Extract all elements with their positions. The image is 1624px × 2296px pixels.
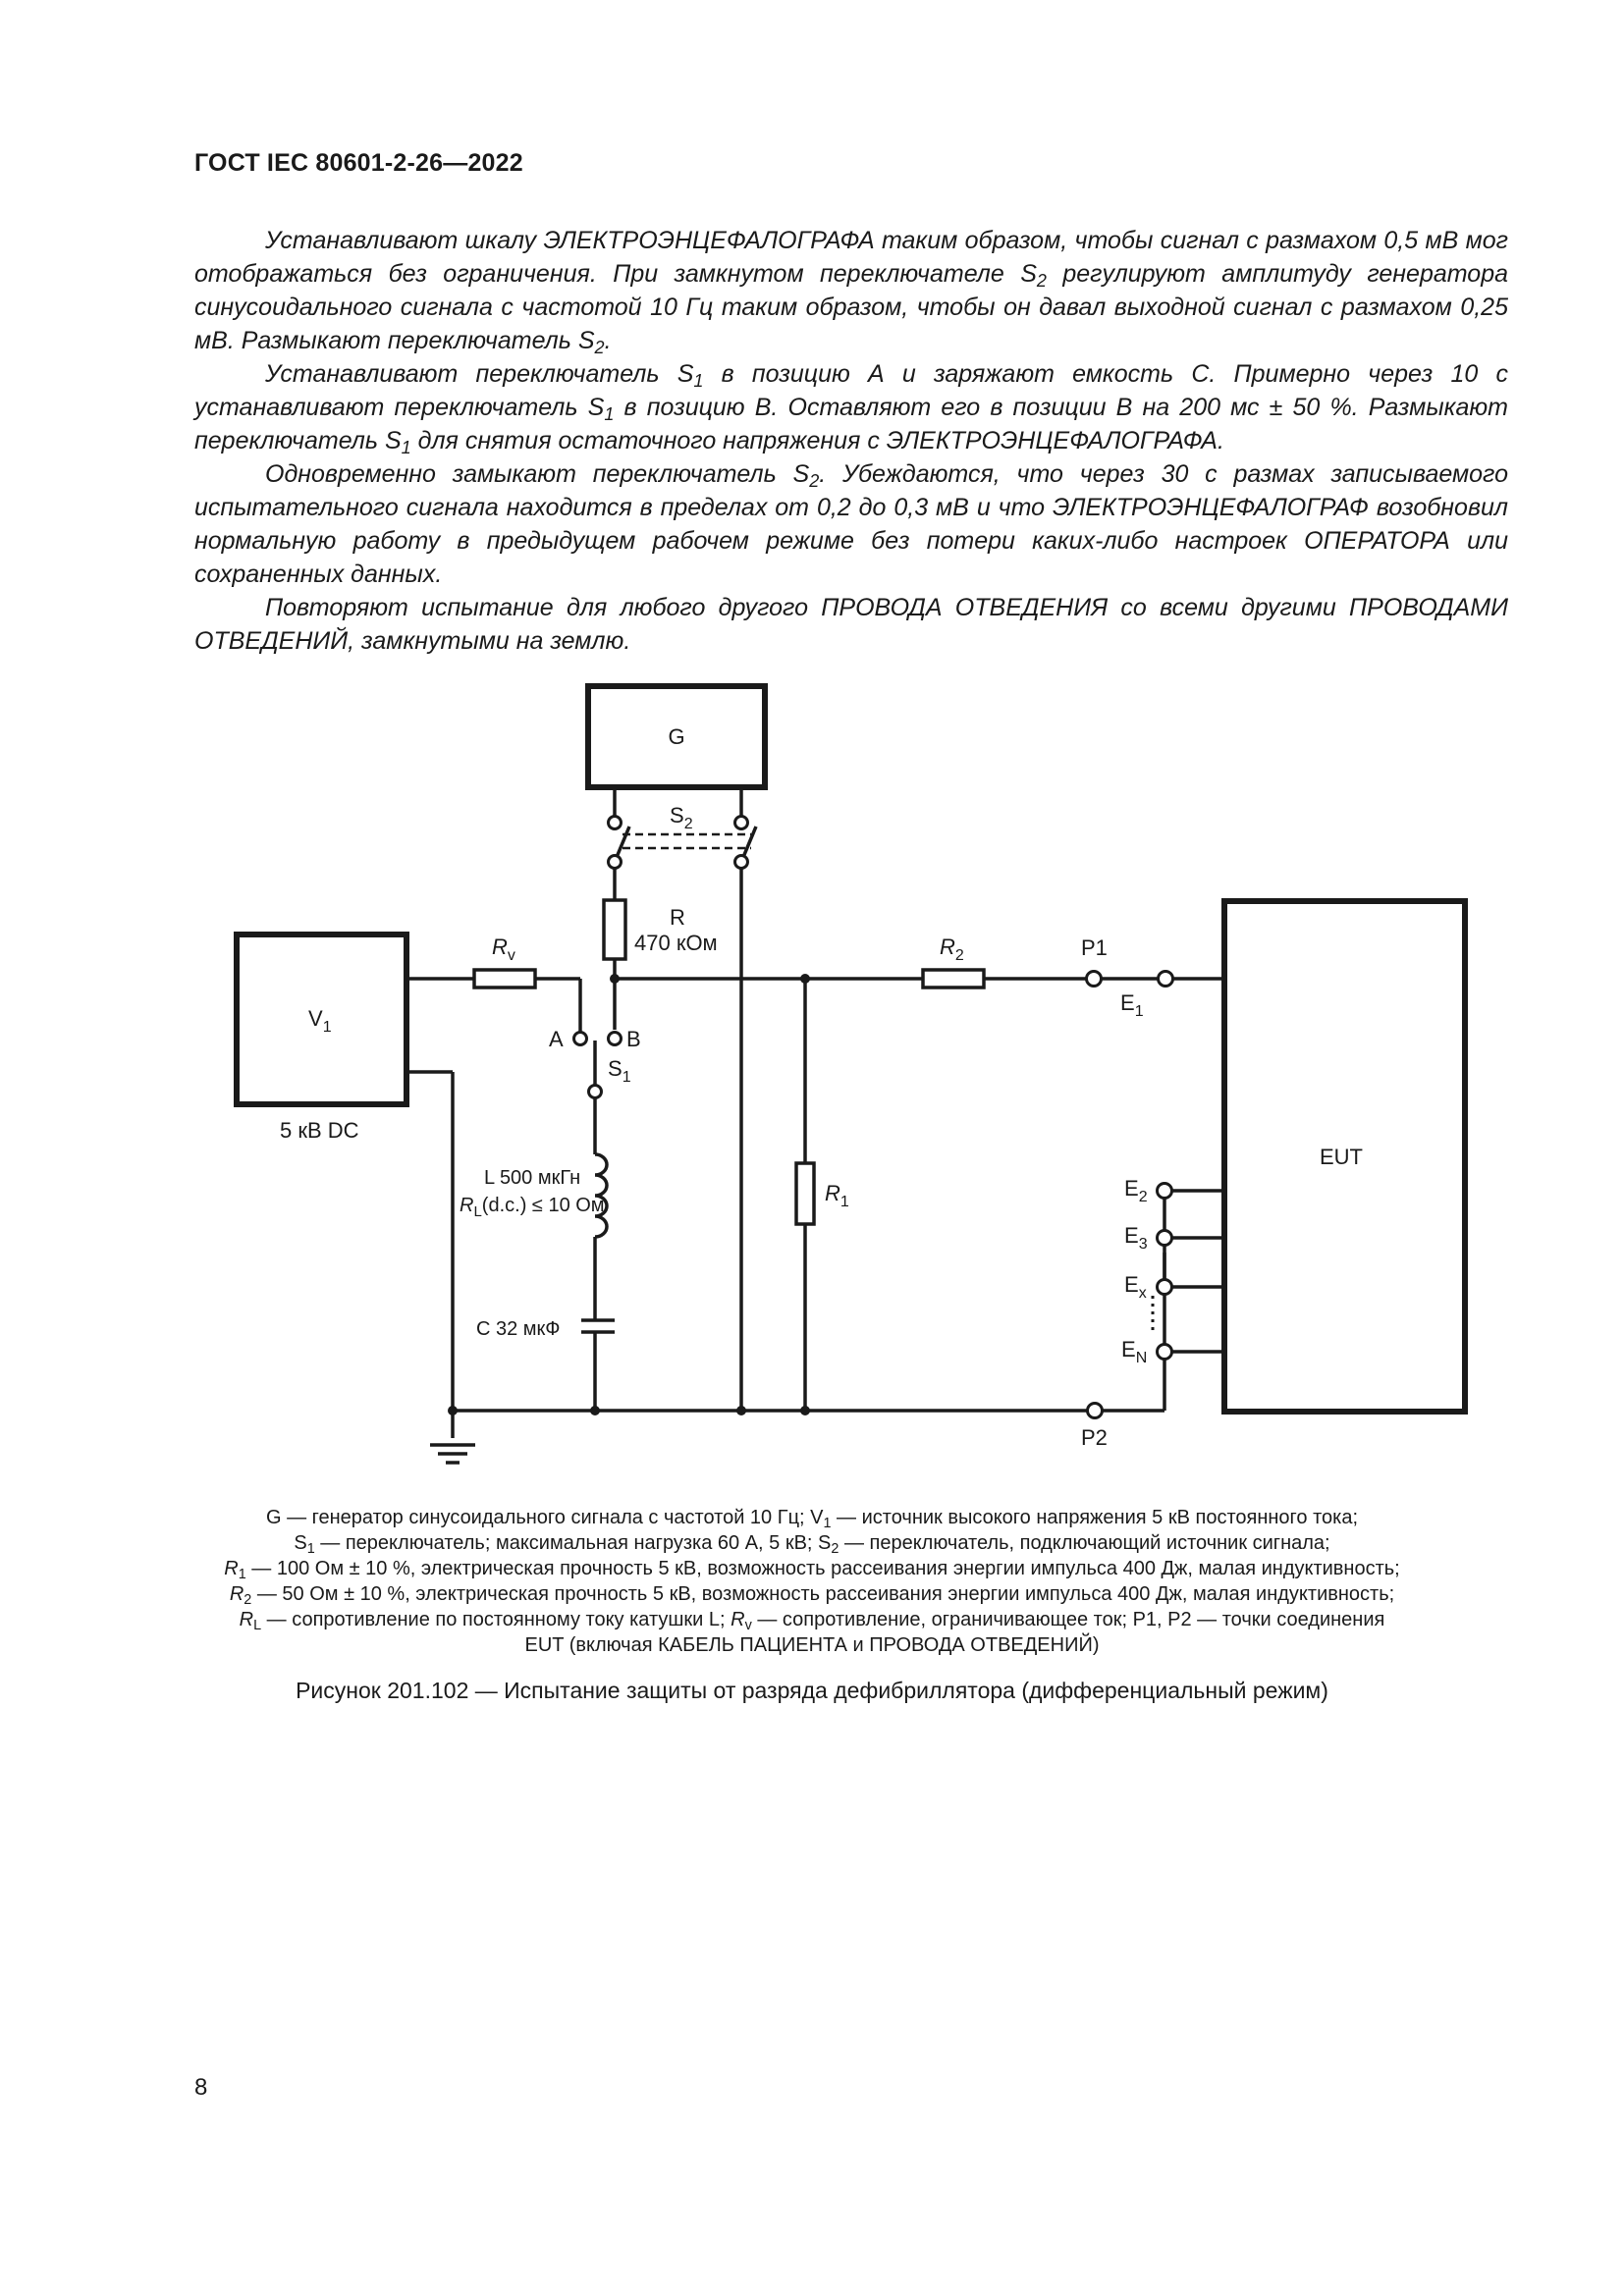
e2-label: $E_2$	[1124, 1176, 1148, 1205]
body-text	[194, 224, 1508, 658]
p1-label: P1	[1081, 935, 1108, 960]
s2-label: $S_2$	[670, 803, 693, 832]
s1-contact-common	[589, 1086, 602, 1098]
junction-dot	[610, 974, 620, 984]
legend-line: $R_1$ — 100 Ом ± 10 %, электрическая прочность 5 кВ, возможность рассеивания энергии импульса 400 Дж, малая индуктивность;	[224, 1558, 1400, 1583]
terminal-en	[1158, 1345, 1172, 1360]
junction-dot	[800, 1406, 810, 1415]
pos-a-label: A	[549, 1027, 564, 1051]
r2-label: $R_2$	[940, 934, 964, 964]
inductor-value: L 500 мкГн	[484, 1167, 581, 1189]
junction-dot	[736, 1406, 746, 1415]
s1-contact-a	[574, 1033, 587, 1045]
document-header: ГОСТ IEC 80601-2-26—2022	[194, 149, 523, 177]
r1-label: $R_1$	[825, 1181, 849, 1210]
en-label: $E_N$	[1121, 1337, 1148, 1366]
figure-legend	[147, 1505, 1477, 1658]
paragraph: Устанавливают шкалу ЭЛЕКТРОЭНЦЕФАЛОГРАФА таким образом, чтобы сигнал с размахом 0,5 мВ мог отображаться без ограничения. При замкнутом переключателе $S_2$ регулируют амплитуду генератора синусоидального сигнала с частотой 10 Гц таким образом, чтобы он давал выходной сигнал с размахом 0,25 мВ. Размыкают переключатель $S_2$.	[194, 227, 1509, 358]
resistor-rv	[474, 970, 535, 988]
resistor-r2	[923, 970, 984, 988]
resistor-r1	[796, 1163, 814, 1224]
paragraph: Одновременно замыкают переключатель $S_2$. Убеждаются, что через 30 с размах записываемого испытательного сигнала находится в пределах от 0,2 до 0,3 мВ и что ЭЛЕКТРОЭНЦЕФАЛОГРАФ возобновил нормальную работу в предыдущем рабочем режиме без потери каких-либо настроек ОПЕРАТОРА или сохраненных данных.	[194, 460, 1508, 588]
rl-label: $R_L(d.c.) \le 10$ Ом	[460, 1195, 605, 1220]
terminal-e3	[1158, 1231, 1172, 1246]
generator-label: G	[668, 724, 685, 749]
paragraph: Устанавливают переключатель $S_1$ в позицию А и заряжают емкость С. Примерно через 10 с устанавливают переключатель $S_1$ в позицию В. Оставляют его в позиции В на 200 мс ± 50 %. Размыкают переключатель $S_1$ для снятия остаточного напряжения с ЭЛЕКТРОЭНЦЕФАЛОГРАФА.	[194, 360, 1508, 458]
ex-label: $E_x$	[1124, 1272, 1147, 1302]
terminal-e1	[1159, 972, 1173, 987]
legend-line: $S_1$ — переключатель; максимальная нагрузка 60 А, 5 кВ; $S_2$ — переключатель, подключающий источник сигнала;	[294, 1532, 1330, 1558]
r-label: R	[670, 905, 685, 930]
circuit-diagram	[0, 667, 1624, 1482]
r-value: 470 кОм	[634, 931, 718, 955]
s1-label: $S_1$	[608, 1056, 631, 1086]
eut-label: EUT	[1320, 1145, 1363, 1169]
junction-dot	[448, 1406, 458, 1415]
capacitor-value: C 32 мкФ	[476, 1318, 561, 1340]
resistor-r-470k	[604, 900, 625, 959]
s2-contact	[609, 817, 622, 829]
pos-b-label: B	[626, 1027, 641, 1051]
s2-contact	[735, 856, 748, 869]
e3-label: $E_3$	[1124, 1223, 1148, 1253]
s1-contact-b	[609, 1033, 622, 1045]
figure-caption: Рисунок 201.102 — Испытание защиты от разряда дефибриллятора (дифференциальный режим)	[296, 1678, 1328, 1703]
junction-dot	[590, 1406, 600, 1415]
terminal-p1	[1087, 972, 1102, 987]
terminal-e2	[1158, 1184, 1172, 1199]
rv-label: $R_v$	[492, 934, 515, 964]
s2-contact	[609, 856, 622, 869]
terminal-p2	[1088, 1404, 1103, 1418]
e1-label: $E_1$	[1120, 990, 1144, 1020]
page-number: 8	[194, 2074, 208, 2101]
legend-line: EUT (включая КАБЕЛЬ ПАЦИЕНТА и ПРОВОДА ОТВЕДЕНИЙ)	[524, 1634, 1100, 1656]
legend-line: $R_L$ — сопротивление по постоянному току катушки L; $R_v$ — сопротивление, ограничивающее ток; P1, P2 — точки соединения	[239, 1609, 1385, 1634]
junction-dot	[800, 974, 810, 984]
legend-line: $R_2$ — 50 Ом ± 10 %, электрическая прочность 5 кВ, возможность рассеивания энергии импульса 400 Дж, малая индуктивность;	[229, 1583, 1395, 1609]
paragraph: Повторяют испытание для любого другого ПРОВОДА ОТВЕДЕНИЯ со всеми другими ПРОВОДАМИ ОТВЕДЕНИЙ, замкнутыми на землю.	[194, 594, 1508, 655]
v1-label: $V_1$	[308, 1006, 332, 1036]
v1-caption: 5 кВ DC	[280, 1118, 359, 1143]
s2-contact	[735, 817, 748, 829]
p2-label: P2	[1081, 1425, 1108, 1450]
terminal-ex	[1158, 1280, 1172, 1295]
legend-line: G — генератор синусоидального сигнала с частотой 10 Гц; $V_1$ — источник высокого напряжения 5 кВ постоянного тока;	[265, 1507, 1359, 1532]
